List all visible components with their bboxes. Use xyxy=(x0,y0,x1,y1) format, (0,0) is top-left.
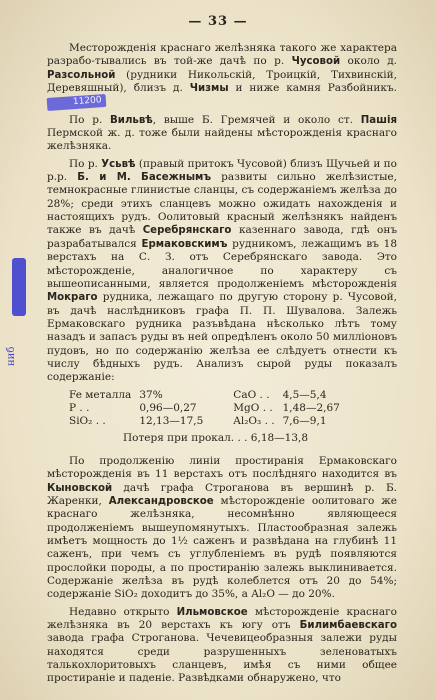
handwritten-stamp: 11200 xyxy=(47,94,106,111)
analysis-row: Fe металла 37% CaO . . 4,5—5,4 xyxy=(69,388,327,401)
analysis-loss-line: Потеря при прокал. . . 6,18—13,8 xyxy=(123,431,309,444)
analysis-table xyxy=(65,389,344,428)
paragraph-1: Месторожденія краснаго желѣзняка такого же характера разрабо-тывались въ той-же дачѣ по р. Чусовой около д. Разсольной (рудники Никольскій, Троицкій, Тихвинскій, Деревяшный), близъ д. Чизмы и ниже камня Разбойникъ. 11200 xyxy=(47,42,397,110)
body-text xyxy=(47,42,397,686)
margin-stamp xyxy=(12,258,26,316)
paragraph-3: По р. Усьвѣ (правый притокъ Чусовой) близъ Щучьей и по р.р. Б. и М. Басежнымъ развиты сильно желѣзистые, темнокрасные глинистые сланцы, съ содержаніемъ желѣза до 28%; среди этихъ сланцевъ можно ожидать нахожденія и настоящихъ рудъ. Оолитовый красный желѣзнякъ найденъ также въ дачѣ Серебрянскаго казеннаго завода, гдѣ онъ разрабатывался Ермаковскимъ рудникомъ, лежащимъ въ 18 верстахъ на С. З. отъ Серебрянскаго завода. Это мѣсторожденіе, аналогичное по характеру съ вышеописанными, является продолженіемъ мѣсторожденія Мокраго рудника, лежащаго по другую сторону р. Чусовой, въ дачѣ наслѣдниковъ графа П. П. Шувалова. Залежь Ермаковскаго рудника разъвѣдана нѣсколько лѣтъ тому назадъ и запасъ руды въ ней опредѣленъ около 50 милліоновъ пудовъ, но по содержанію желѣза ее слѣдуетъ отнести къ числу бѣдныхъ рудъ. Анализъ сырой руды показалъ содержаніе: xyxy=(47,157,397,384)
analysis-row: P . . 0,96—0,27 MgO . . 1,48—2,67 xyxy=(69,401,340,414)
analysis-row: SiO₂ . . 12,13—17,5 Al₂O₃ . . 7,6—9,1 xyxy=(69,414,327,427)
paragraph-5: Недавно открыто Ильмовское мѣсторожденіе краснаго желѣзняка въ 20 верстахъ къ югу отъ Билимбаевскаго завода графа Строганова. Чечевицеобразныя залежи руды находятся среди разрушенныхъ зеленоватыхъ талькохлоритовыхъ сланцевъ, имѣя съ ними общее простираніе и паденіе. Развѣдками обнаружено, что xyxy=(47,605,397,685)
margin-handwritten-note: ниб xyxy=(6,346,17,366)
paragraph-4: По продолженію линіи простиранія Ермаковскаго мѣсторожденія въ 11 верстахъ отъ послѣдняго находится въ Кыновской дачѣ графа Строганова въ вершинѣ р. Б. Жаренки, Александровское мѣсторожденіе оолитоваго же краснаго желѣзняка, несомнѣнно являющееся продолженіемъ вышеупомянутыхъ. Пластообразная залежь имѣетъ мощность до 1½ саженъ и развѣдана на глубинѣ 11 саженъ, при чемъ съ углубленіемъ въ рудѣ появляются прослойки породы, а по простиранію залежь выклинивается. Содержаніе желѣза въ рудѣ колеблется отъ 20 до 54%; содержаніе SiO₂ доходитъ до 35%, а Al₂O — до 20%. xyxy=(47,454,397,601)
page-number: — 33 — xyxy=(188,14,248,29)
paragraph-2: По р. Вильвѣ, выше Б. Гремячей и около ст. Пашія Пермской ж. д. тоже были найдены мѣсторожденія краснаго желѣзняка. xyxy=(47,113,397,153)
